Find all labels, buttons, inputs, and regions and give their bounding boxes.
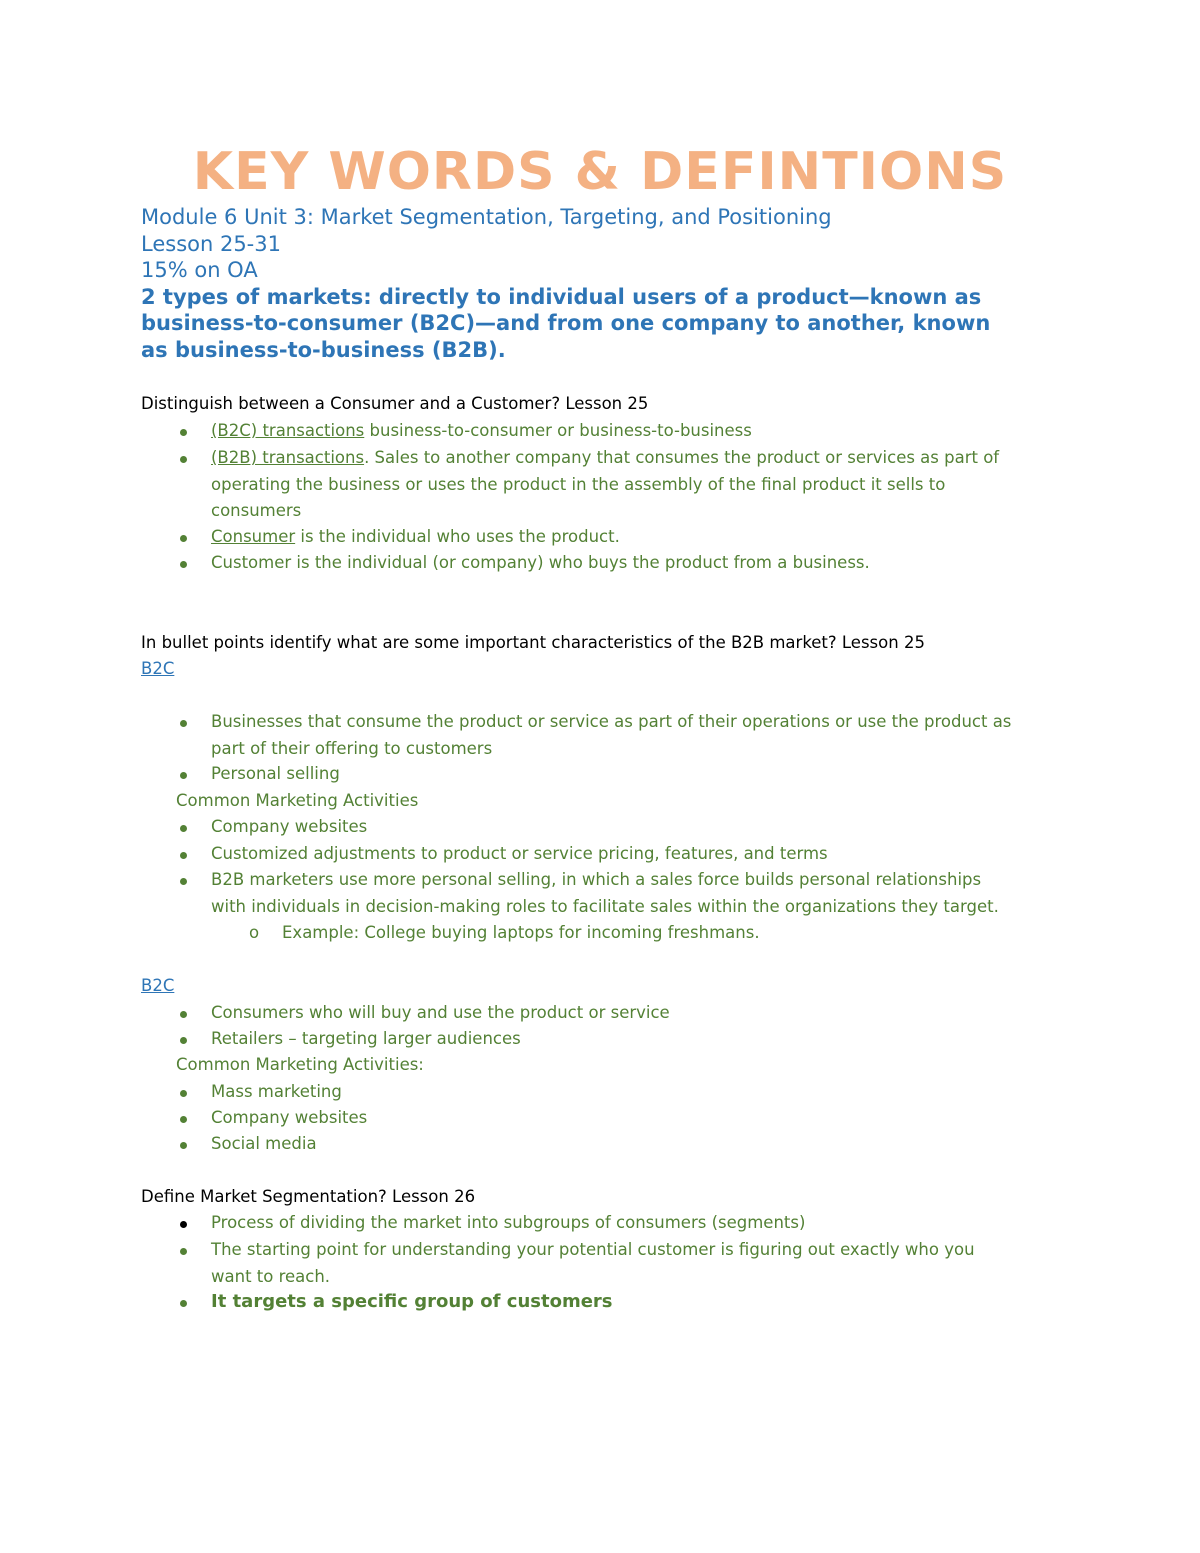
bullet-process-dividing [211, 1210, 1061, 1237]
bullet-icon [180, 456, 187, 463]
term-consumer: Consumer [211, 527, 296, 546]
bullet-icon [180, 561, 187, 568]
bullet-icon [180, 852, 187, 859]
label-b2c-second: B2C [141, 976, 175, 995]
bullet-icon [180, 878, 187, 885]
bullet-targets-specific [211, 1289, 1061, 1316]
question-consumer-customer: Distinguish between a Consumer and a Customer? Lesson 25 [141, 394, 649, 413]
module-title: Module 6 Unit 3: Market Segmentation, Targeting, and Positioning [141, 205, 832, 229]
mass-marketing-text: Mass marketing [211, 1082, 342, 1101]
targets-specific-text: It targets a specific group of customers [211, 1291, 613, 1312]
b2b-transactions-text-3: consumers [211, 501, 302, 520]
bullet-icon [180, 1037, 187, 1044]
bullet-businesses-consume [211, 709, 1061, 762]
b2b-transactions-text-1: . Sales to another company that consumes the product or services as part of [364, 448, 1000, 467]
question-b2b-characteristics: In bullet points identify what are some important characteristics of the B2B market? Lesson 25 [141, 633, 925, 652]
bullet-b2b-transactions [211, 445, 1061, 525]
bullet-company-websites-1 [211, 814, 1061, 841]
bullet-icon [180, 1116, 187, 1123]
markets-line-2: business-to-consumer (B2C)—and from one company to another, known [141, 311, 991, 335]
oa-percentage: 15% on OA [141, 258, 258, 282]
question-market-segmentation: Define Market Segmentation? Lesson 26 [141, 1187, 476, 1206]
b2b-marketers-text-1: B2B marketers use more personal selling, in which a sales force builds personal relationships [211, 870, 982, 889]
markets-line-3: as business-to-business (B2B). [141, 337, 506, 362]
bullet-icon [180, 1090, 187, 1097]
process-dividing-text: Process of dividing the market into subgroups of consumers (segments) [211, 1213, 806, 1232]
bullet-icon [180, 429, 187, 436]
bullet-icon [180, 772, 187, 779]
bullet-consumer [211, 524, 1061, 551]
bullet-consumers-buy [211, 1000, 1061, 1027]
bullet-customized-adjustments [211, 841, 1061, 868]
retailers-text: Retailers – targeting larger audiences [211, 1029, 521, 1048]
module-header [141, 204, 1071, 363]
example-text: Example: College buying laptops for incoming freshmans. [282, 923, 760, 942]
businesses-consume-text-2: part of their offering to customers [211, 738, 493, 758]
bullet-customer [211, 550, 1061, 577]
bullet-b2b-marketers [211, 867, 1061, 920]
sub-bullet-example [249, 920, 1062, 947]
bullet-personal-selling [211, 761, 1061, 788]
starting-point-text-2: want to reach. [211, 1266, 331, 1286]
consumer-text: is the individual who uses the product. [295, 527, 620, 546]
customized-adjustments-text: Customized adjustments to product or service pricing, features, and terms [211, 844, 828, 863]
personal-selling-text: Personal selling [211, 764, 340, 783]
bullet-icon [180, 1221, 187, 1228]
bullet-starting-point [211, 1237, 1061, 1290]
page-title: KEY WORDS & DEFINTIONS [192, 142, 1008, 202]
sub-bullet-marker: o [249, 923, 260, 942]
b2b-marketers-text-2: with individuals in decision-making roles to facilitate sales within the organizations they target. [211, 896, 999, 916]
lesson-range: Lesson 25-31 [141, 231, 281, 256]
company-websites-text-2: Company websites [211, 1108, 368, 1127]
consumers-buy-text: Consumers who will buy and use the product or service [211, 1003, 670, 1022]
bullet-social-media [211, 1131, 1061, 1158]
starting-point-text-1: The starting point for understanding your potential customer is figuring out exactly who you [211, 1240, 975, 1259]
customer-text: Customer is the individual (or company) who buys the product from a business. [211, 553, 870, 572]
company-websites-text-1: Company websites [211, 817, 368, 836]
term-b2b-transactions: (B2B) transactions [211, 448, 365, 467]
common-activities-heading-1: Common Marketing Activities [176, 791, 419, 810]
b2c-transactions-text: business-to-consumer or business-to-business [364, 421, 752, 440]
markets-line-1: 2 types of markets: directly to individual users of a product—known as [141, 284, 982, 309]
label-b2c-first: B2C [141, 659, 175, 678]
bullet-icon [180, 535, 187, 542]
businesses-consume-text-1: Businesses that consume the product or service as part of their operations or use the product as [211, 712, 1012, 731]
common-activities-heading-2: Common Marketing Activities: [176, 1055, 424, 1074]
bullet-b2c-transactions [211, 418, 1061, 445]
bullet-icon [180, 720, 187, 727]
term-b2c-transactions: (B2C) transactions [211, 421, 365, 440]
social-media-text: Social media [211, 1134, 317, 1153]
bullet-mass-marketing [211, 1079, 1061, 1106]
bullet-retailers [211, 1026, 1061, 1053]
bullet-icon [180, 825, 187, 832]
bullet-icon [180, 1248, 187, 1255]
bullet-icon [180, 1142, 187, 1149]
bullet-icon [180, 1011, 187, 1018]
bullet-company-websites-2 [211, 1105, 1061, 1132]
bullet-icon [180, 1300, 187, 1307]
b2b-transactions-text-2: operating the business or uses the product in the assembly of the final product it sells to [211, 474, 946, 494]
